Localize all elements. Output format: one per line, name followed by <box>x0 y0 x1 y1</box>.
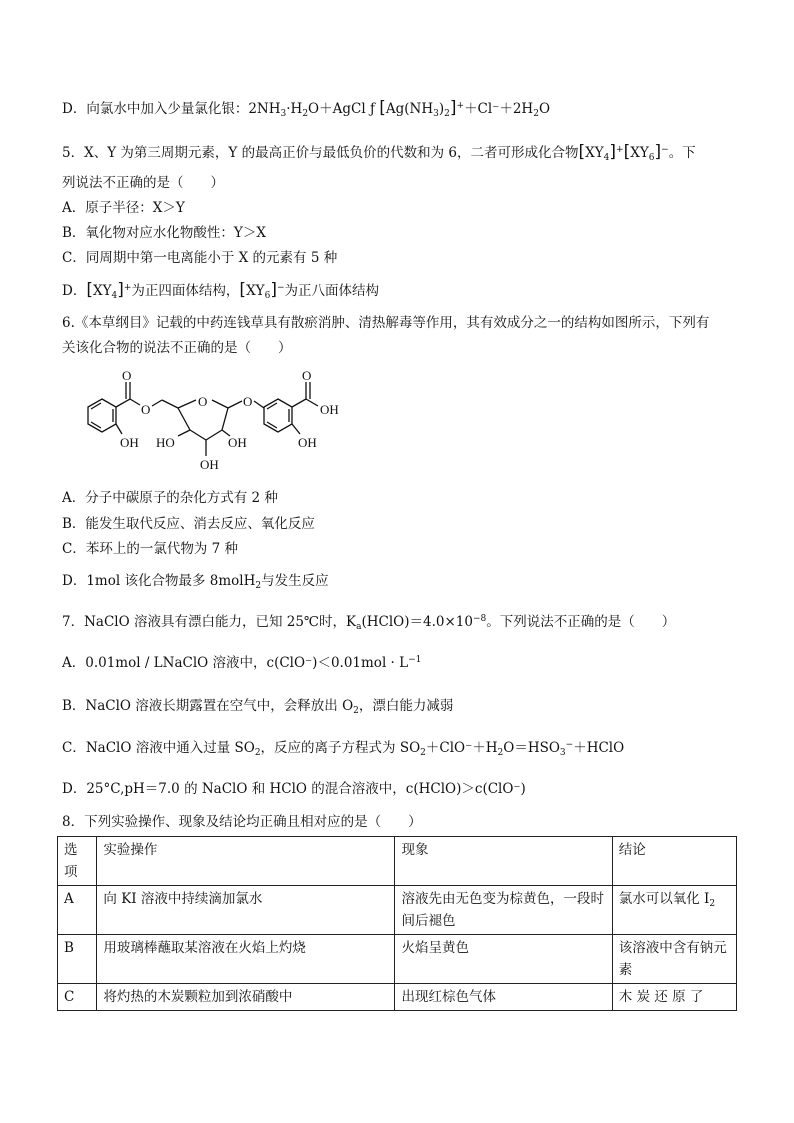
q6-d-text-b: 与发生反应 <box>261 573 329 589</box>
q4-d-text-b: ·H <box>286 101 303 117</box>
q7-c-text-c: ＋ClO⁻＋H <box>425 740 498 756</box>
mol-oh-bottom: OH <box>200 457 219 472</box>
q7-c-text-d: O＝HSO <box>503 740 560 756</box>
q6-option-b: B．能发生取代反应、消去反应、氧化反应 <box>62 516 315 532</box>
mol-ho-sugar: HO <box>156 435 175 450</box>
header-phenomenon: 现象 <box>395 837 612 886</box>
right-benzene-ring <box>264 399 292 432</box>
row-b-operation: 用玻璃棒蘸取某溶液在火焰上灼烧 <box>97 935 395 984</box>
mol-o-ester: O <box>141 402 151 417</box>
row-c-operation: 将灼热的木炭颗粒加到浓硝酸中 <box>97 984 395 1011</box>
left-benzene-ring <box>88 399 116 432</box>
q6-option-a: A．分子中碳原子的杂化方式有 2 种 <box>62 490 278 506</box>
q7-stem: 7．NaClO 溶液具有漂白能力，已知 25℃时，$K_a(HClO)=4.0\times 10^{-8}$。下列说法不正确的是（ ） <box>62 614 676 632</box>
q5-d-text-a: 为正四面体结构， <box>131 283 240 299</box>
q4-option-d: D．向氯水中加入少量氯化银：$2NH_3\cdot H_2O+AgCl$ ƒ $[Ag(NH_3)_2]^++Cl^-+2H_2O$ <box>62 98 551 119</box>
header-option: 选项 <box>58 837 97 886</box>
mol-oh-acid: OH <box>320 402 339 417</box>
mol-oh-left: OH <box>120 435 139 450</box>
mol-oh-sugar: OH <box>228 435 247 450</box>
sugar-ring <box>162 400 228 440</box>
q4-d-text: D．向氯水中加入少量氯化银：2NH <box>62 101 281 117</box>
q7-a-text: A．0.01mol / LNaClO 溶液中，c(ClO⁻)＜0.01mol · L <box>62 655 409 671</box>
q5-option-b: B．氧化物对应水化物酸性：Y＞X <box>62 225 266 241</box>
q4-d-text-d: Ag(NH <box>385 101 434 117</box>
q7-option-a: A．0.01mol / LNaClO 溶液中，$c(ClO^-)<0.01mol \cdot L^{-1}$ <box>62 655 422 671</box>
mol-o-carbonyl: O <box>122 368 132 383</box>
q6-d-text-a: D．1mol 该化合物最多 8molH <box>62 573 256 589</box>
table-header-row <box>58 837 737 886</box>
q5-option-a: A．原子半径：X＞Y <box>62 200 185 216</box>
q6-option-c: C．苯环上的一氯代物为 7 种 <box>62 541 239 557</box>
q7-b-text-b: ，漂白能力减弱 <box>358 698 454 714</box>
q7-stem-c: 。下列说法不正确的是（ ） <box>486 614 676 630</box>
q7-stem-b: (HClO)＝4.0×10 <box>361 614 473 630</box>
row-c-conclusion: 木 炭 还 原 了 <box>612 984 736 1011</box>
q4-d-text-c: O＋AgCl ƒ <box>308 101 380 117</box>
header-operation: 实验操作 <box>97 837 395 886</box>
table-row <box>58 984 737 1011</box>
q5-stem-end: 。下 <box>668 145 696 161</box>
row-b-option: B <box>58 935 97 984</box>
q5-option-d: D．$[XY_4]^+$为正四面体结构，$[XY_6]^-$为正八面体结构 <box>62 280 380 301</box>
q7-b-text-a: B．NaClO 溶液长期露置在空气中，会释放出 O <box>62 698 354 714</box>
row-b-phenomenon: 火焰呈黄色 <box>395 935 612 984</box>
experiment-table <box>57 836 737 1011</box>
row-a-phenomenon: 溶液先由无色变为棕黄色，一段时间后褪色 <box>395 886 612 935</box>
q7-c-text-b: ，反应的离子方程式为 SO <box>260 740 421 756</box>
q7-option-c: C．NaClO 溶液中通入过量 $SO_2$，反应的离子方程式为 $SO_2+ClO^-+H_2O=HSO_3^-+HClO$ <box>62 740 625 758</box>
table-row <box>58 935 737 984</box>
row-a-operation: 向 KI 溶液中持续滴加氯水 <box>97 886 395 935</box>
q4-d-text-f: O <box>538 101 551 117</box>
row-c-option: C <box>58 984 97 1011</box>
mol-o-ether: O <box>243 394 253 409</box>
header-conclusion: 结论 <box>612 837 736 886</box>
table-row <box>58 886 737 935</box>
row-a-conclusion: 氯水可以氧化 $I_2$ <box>612 886 736 935</box>
q5-d-xy6: XY <box>246 283 265 299</box>
q5-stem-text: 5．X、Y 为第三周期元素，Y 的最高正价与最低负价的代数和为 6，二者可形成化合物 <box>62 145 579 161</box>
q7-c-text-e: ＋HClO <box>573 740 625 756</box>
q5-d-text-b: 为正八面体结构 <box>284 283 380 299</box>
row-c-phenomenon: 出现红棕色气体 <box>395 984 612 1011</box>
q6-stem: 6.《本草纲目》记载的中药连钱草具有散瘀消肿、清热解毒等作用，其有效成分之一的结构如图所示，下列有 <box>62 315 710 331</box>
mol-oh-right: OH <box>298 435 317 450</box>
q7-stem-a: 7．NaClO 溶液具有漂白能力，已知 25℃时，K <box>62 614 357 630</box>
row-a-conclusion-text: 氯水可以氧化 I <box>618 891 710 907</box>
q5-stem: 5．X、Y 为第三周期元素，Y 的最高正价与最低负价的代数和为 6，二者可形成化合物$[XY_4]^+[XY_6]^-$。下 <box>62 142 696 163</box>
q6-stem-2: 关该化合物的说法不正确的是（ ） <box>62 340 292 356</box>
q7-option-d: D．25°C,pH＝7.0 的 NaClO 和 HClO 的混合溶液中，c(HClO)＞c(ClO⁻) <box>62 781 526 797</box>
q5-stem-2: 列说法不正确的是（ ） <box>62 175 224 191</box>
molecule-structure <box>60 368 380 480</box>
q5-xy6: XY <box>630 145 649 161</box>
q6-option-d: D．1mol 该化合物最多 8molH$_2$与发生反应 <box>62 573 329 591</box>
row-b-conclusion: 该溶液中含有钠元素 <box>612 935 736 984</box>
q5-option-c: C．同周期中第一电离能小于 X 的元素有 5 种 <box>62 250 338 266</box>
mol-o-acid: O <box>302 368 312 383</box>
q7-c-text-a: C．NaClO 溶液中通入过量 SO <box>62 740 255 756</box>
q4-d-text-e: ＋Cl⁻＋2H <box>464 101 534 117</box>
row-a-option: A <box>58 886 97 935</box>
mol-o-ring: O <box>198 394 208 409</box>
q5-xy4: XY <box>585 145 604 161</box>
q8-stem: 8．下列实验操作、现象及结论均正确且相对应的是（ ） <box>62 814 422 830</box>
q5-d-xy4: XY <box>92 283 112 299</box>
q7-option-b: B．NaClO 溶液长期露置在空气中，会释放出 $O_2$，漂白能力减弱 <box>62 698 454 716</box>
